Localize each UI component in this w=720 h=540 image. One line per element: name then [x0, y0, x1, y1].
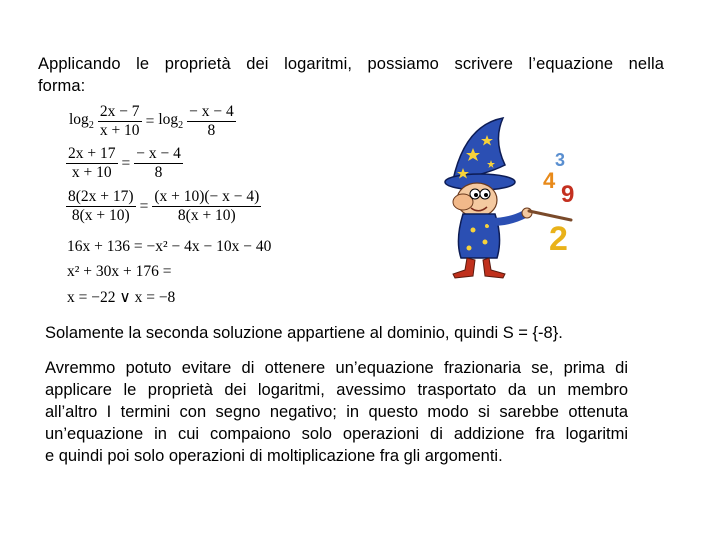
intro-line-2: forma: [38, 77, 86, 95]
intro-text [38, 53, 664, 97]
digit-4: 4 [543, 168, 556, 193]
equals-sign: = [145, 112, 155, 130]
conclusion-text: Solamente la seconda soluzione appartiene al dominio, quindi S = {-8}. [45, 324, 563, 342]
equation-6: x = −22 ∨ x = −8 [67, 289, 176, 306]
fraction [98, 104, 142, 139]
log-label: log [158, 111, 179, 129]
numerator: 2x − 7 [99, 103, 140, 120]
wizard-illustration [425, 110, 585, 285]
hat-icon [453, 118, 505, 180]
log-base: 2 [88, 120, 94, 132]
denominator: 8 [207, 122, 216, 139]
remark-paragraph [45, 357, 628, 467]
remark-line: Avremmo potuto evitare di ottenere un’equazione frazionaria se, prima di [45, 359, 628, 377]
fraction [187, 104, 236, 139]
intro-line-1: Applicando le proprietà dei logaritmi, possiamo scrivere l’equazione nella [38, 55, 664, 73]
numerator: − x − 4 [189, 103, 234, 120]
equation-4: 16x + 136 = −x² − 4x − 10x − 40 [67, 238, 272, 255]
denominator: 8(x + 10) [177, 207, 236, 224]
remark-line: un’equazione in cui compaiono solo operazioni di addizione fra logaritmi [45, 425, 628, 443]
numerator: 8(2x + 17) [68, 188, 134, 205]
denominator: 8 [154, 164, 163, 181]
denominator: x + 10 [99, 122, 140, 139]
fraction [152, 189, 261, 224]
numerator: (x + 10)(− x − 4) [154, 188, 260, 205]
digit-9: 9 [561, 181, 575, 208]
numerator: 2x + 17 [68, 145, 116, 162]
digit-2: 2 [549, 220, 568, 258]
log-label: log [69, 111, 89, 129]
denominator: 8(x + 10) [71, 207, 130, 224]
equation-5: x² + 30x + 176 = [67, 263, 172, 280]
denominator: x + 10 [71, 164, 112, 181]
digit-3: 3 [555, 150, 566, 170]
fraction [66, 146, 118, 181]
equation-1 [67, 104, 238, 139]
log-base: 2 [178, 120, 184, 132]
equals-sign: = [121, 154, 131, 172]
fraction [134, 146, 183, 181]
fraction [66, 189, 136, 224]
remark-line: all’altro I termini con segno negativo; in questo modo si sarebbe ottenuta [45, 403, 628, 421]
equation-2 [64, 146, 185, 181]
equation-3 [64, 189, 263, 224]
remark-line: e quindi poi solo operazioni di moltiplicazione fra gli argomenti. [45, 447, 503, 465]
equals-sign: = [139, 197, 149, 215]
remark-line: applicare le proprietà dei logaritmi, avessimo trasportato da un membro [45, 381, 628, 399]
numerator: − x − 4 [136, 145, 181, 162]
